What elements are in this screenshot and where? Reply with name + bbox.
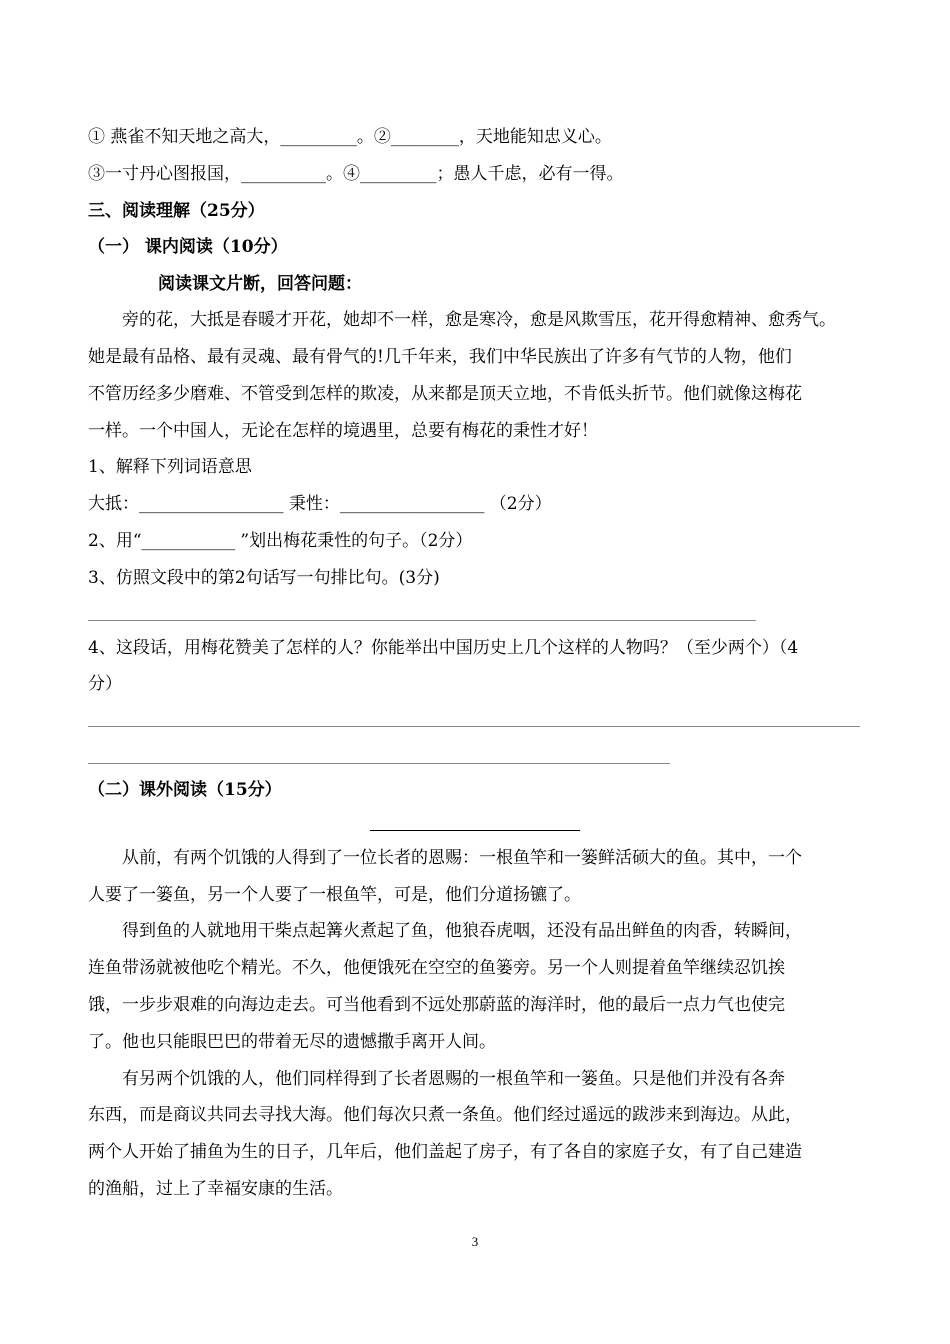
passage-2-line: 有另两个饥饿的人，他们同样得到了长者恩赐的一根鱼竿和一篓鱼。只是他们并没有各奔 <box>122 1069 785 1089</box>
passage-2-line: 从前，有两个饥饿的人得到了一位长者的恩赐：一根鱼竿和一篓鲜活硕大的鱼。其中，一个 <box>122 848 802 868</box>
answer-line <box>88 763 670 764</box>
question-1-blanks: 大抵：_________________ 秉性：_________________ （2分） <box>88 494 552 514</box>
question-1: 1、解释下列词语意思 <box>88 457 252 477</box>
passage-2-line: 得到鱼的人就地用干柴点起篝火煮起了鱼，他狼吞虎咽，还没有品出鲜鱼的肉香，转瞬间， <box>122 921 802 941</box>
passage-2-line: 连鱼带汤就被他吃个精光。不久，他便饿死在空空的鱼篓旁。另一个人则提着鱼竿继续忍饥挨 <box>88 958 785 978</box>
section-3-title: 三、阅读理解（25分） <box>88 201 265 221</box>
fill-blank-line-1: ① 燕雀不知天地之高大，_________。②________，天地能知忠义心。 <box>88 127 612 147</box>
passage-2-line: 东西，而是商议共同去寻找大海。他们每次只煮一条鱼。他们经过遥远的跋涉来到海边。从此， <box>88 1105 802 1125</box>
passage-title-blank <box>370 830 580 831</box>
part-1-instruction: 阅读课文片断，回答问题： <box>158 274 362 294</box>
passage-2-line: 的渔船，过上了幸福安康的生活。 <box>88 1179 343 1199</box>
passage-1-line: 不管历经多少磨难、不管受到怎样的欺凌，从来都是顶天立地，不肯低头折节。他们就像这梅花 <box>88 384 802 404</box>
question-4-line-1: 4、这段话，用梅花赞美了怎样的人？你能举出中国历史上几个这样的人物吗？（至少两个）（4 <box>88 638 799 658</box>
part-2-title: （二）课外阅读（15分） <box>88 780 282 800</box>
passage-2-line: 饿，一步步艰难的向海边走去。可当他看到不远处那蔚蓝的海洋时，他的最后一点力气也使完 <box>88 995 785 1015</box>
page-number: 3 <box>471 1234 479 1249</box>
passage-2-line: 了。他也只能眼巴巴的带着无尽的遗憾撒手离开人间。 <box>88 1032 496 1052</box>
passage-1-line: 她是最有品格、最有灵魂、最有骨气的!几千年来，我们中华民族出了许多有气节的人物，他们 <box>88 347 792 367</box>
passage-1-line: 旁的花，大抵是春暖才开花，她却不一样，愈是寒冷，愈是风欺雪压，花开得愈精神、愈秀气。 <box>122 310 836 330</box>
part-1-title: （一） 课内阅读（10分） <box>88 237 288 257</box>
passage-2-line: 人要了一篓鱼，另一个人要了一根鱼竿，可是，他们分道扬镳了。 <box>88 885 581 905</box>
fill-blank-line-2: ③一寸丹心图报国，__________。④_________；愚人千虑，必有一得。 <box>88 164 624 184</box>
question-2: 2、用“___________ ”划出梅花秉性的句子。（2分） <box>88 531 473 551</box>
answer-line <box>88 620 756 621</box>
question-4-line-2: 分） <box>88 674 122 694</box>
answer-line <box>88 726 860 727</box>
passage-2-line: 两个人开始了捕鱼为生的日子，几年后，他们盖起了房子，有了各自的家庭子女，有了自己建造 <box>88 1142 802 1162</box>
passage-1-line: 一样。一个中国人，无论在怎样的境遇里，总要有梅花的秉性才好！ <box>88 421 598 441</box>
question-3: 3、仿照文段中的第2句话写一句排比句。(3分) <box>88 568 440 588</box>
